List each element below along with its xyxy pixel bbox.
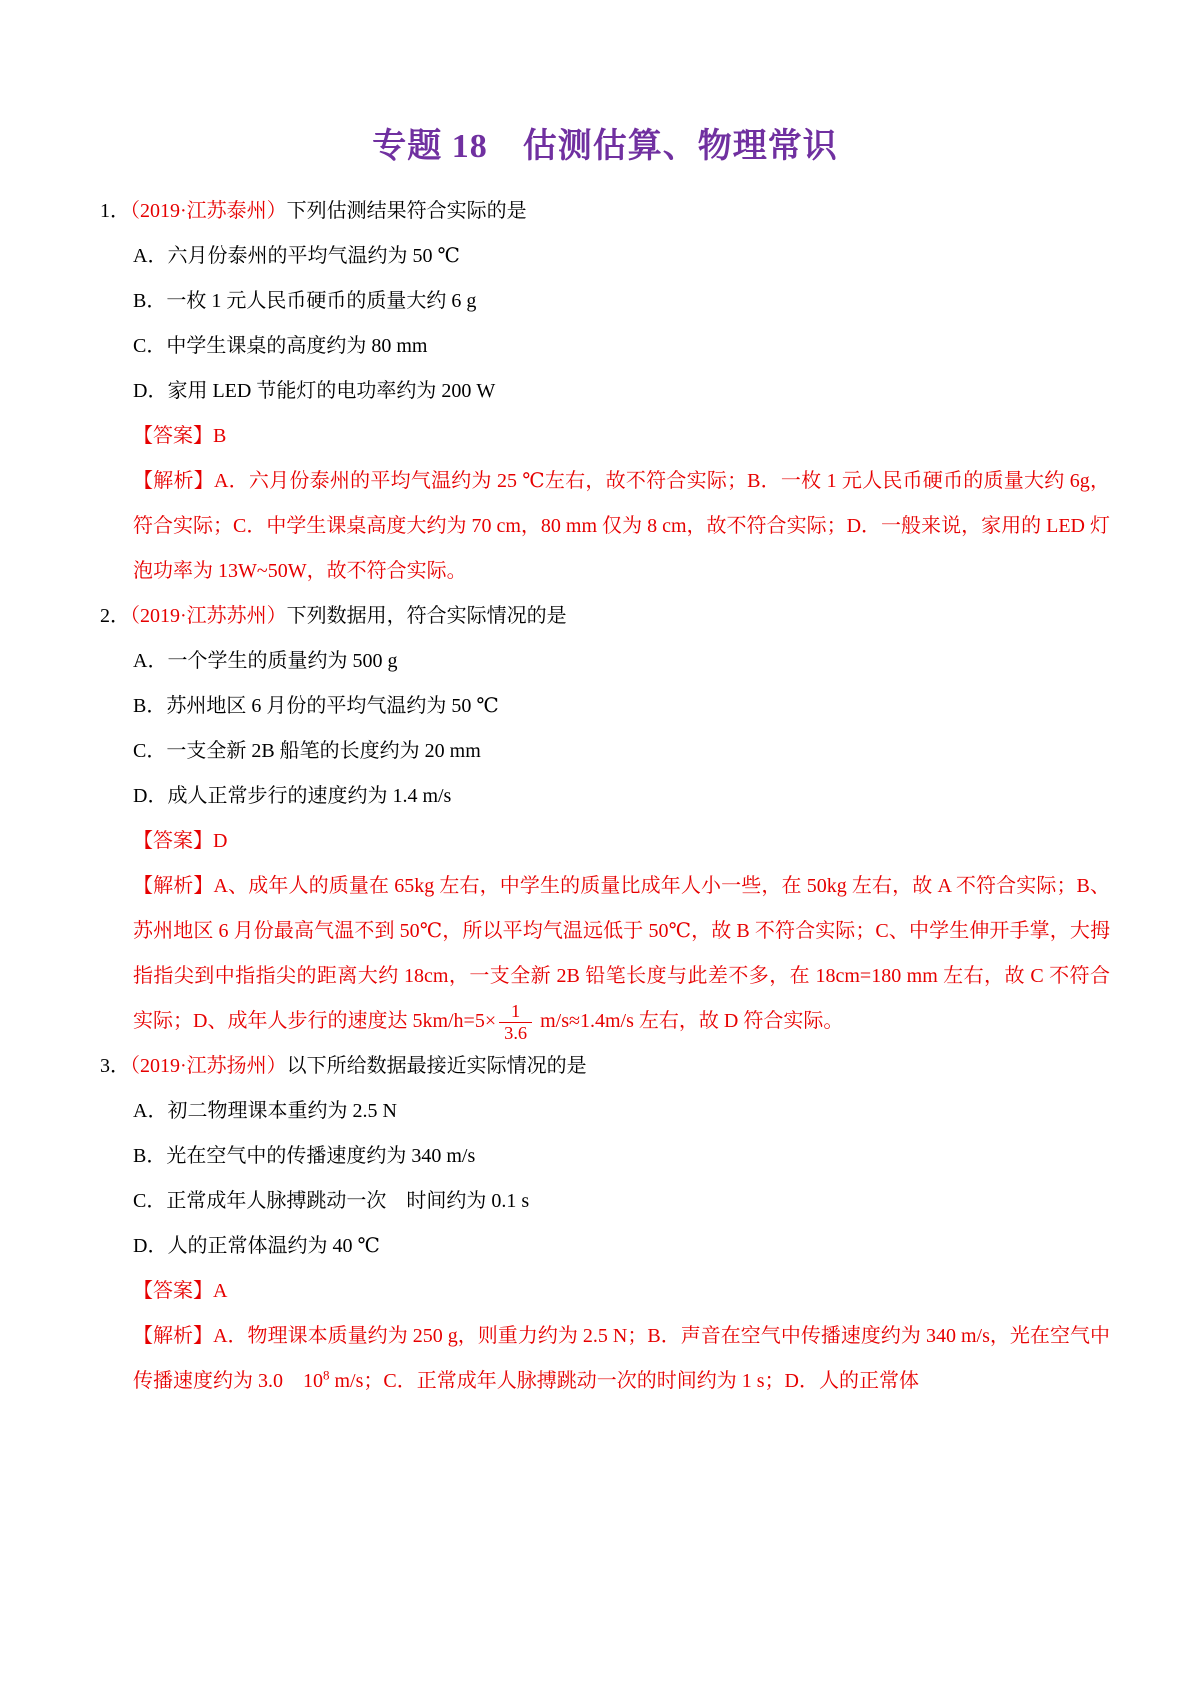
question-3-answer-label: 【答案】 (133, 1280, 213, 1303)
question-2-answer-label: 【答案】 (133, 830, 213, 852)
fraction-numerator: 1 (511, 1000, 521, 1021)
question-1-option-a: A．六月份泰州的平均气温约为 50 ℃ (133, 245, 460, 267)
question-2-analysis-text-after: m/s≈1.4m/s 左右，故 D 符合实际。 (535, 1010, 844, 1032)
page-title: 专题 18 估测估算、物理常识 (372, 128, 838, 165)
question-2-answer-line (100, 819, 1110, 864)
question-2-source: （2019·江苏苏州） (130, 605, 287, 627)
question-2 (100, 594, 1110, 1044)
question-2-analysis (100, 864, 1110, 1044)
question-3-option-a: A．初二物理课本重约为 2.5 N (133, 1100, 397, 1123)
question-3-answer-line (100, 1269, 1110, 1314)
question-3-analysis-label: 【解析】 (133, 1325, 214, 1348)
question-3-analysis-text-after: m/s；C．正常成年人脉搏跳动一次的时间约为 1 s；D．人的正常体 (329, 1370, 919, 1393)
question-1-option-c: C．中学生课桌的高度约为 80 mm (133, 335, 428, 357)
question-3-stem-line (100, 1044, 1110, 1089)
question-1-number: 1． (100, 200, 130, 222)
fraction (499, 1001, 532, 1044)
question-3 (100, 1044, 1110, 1404)
question-3-option-b: B．光在空气中的传播速度约为 340 m/s (133, 1145, 476, 1168)
question-1-analysis (100, 459, 1110, 594)
question-1-option-b: B．一枚 1 元人民币硬币的质量大约 6 g (133, 290, 477, 312)
question-3-analysis-text-before: A．物理课本质量约为 250 g，则重力约为 2.5 N；B．声音在空气中传播速度约为 340 m/s，光在空气中传播速度约为 3.0 10 (133, 1325, 1111, 1393)
question-2-option-a: A．一个学生的质量约为 500 g (133, 650, 398, 672)
question-2-option-d: D．成人正常步行的速度约为 1.4 m/s (133, 785, 452, 807)
question-1-answer-label: 【答案】 (133, 425, 213, 447)
exponent: 8 (323, 1367, 330, 1383)
question-2-stem-text: 下列数据用，符合实际情况的是 (286, 605, 567, 627)
question-1-option-d: D．家用 LED 节能灯的电功率约为 200 W (133, 380, 496, 402)
question-2-number: 2． (100, 605, 130, 627)
fraction-denominator: 3.6 (499, 1022, 532, 1044)
question-1-analysis-text: A．六月份泰州的平均气温约为 25 ℃左右，故不符合实际；B．一枚 1 元人民币硬币的质量大约 6g，符合实际；C．中学生课桌高度大约为 70 cm，80 mm 仅为 8 cm，故不符合实际；D．一般来说，家用的 LED 灯泡功率为 13W~50W，故不符合实际。 (133, 470, 1111, 582)
question-3-analysis (100, 1314, 1110, 1404)
question-2-option-c: C．一支全新 2B 船笔的长度约为 20 mm (133, 740, 481, 762)
question-2-analysis-text-before: A、成年人的质量在 65kg 左右，中学生的质量比成年人小一些，在 50kg 左右，故 A 不符合实际；B、苏州地区 6 月份最高气温不到 50℃，所以平均气温远低于 50℃，故 B 不符合实际；C、中学生伸开手掌，大拇指指尖到中指指尖的距离大约 18cm，一支全新 2B 铅笔长度与此差不多，在 18cm=180 mm 左右，故 C 不符合实际；D、成年人步行的速度达 5km/h=5× (133, 875, 1110, 1032)
question-3-number: 3． (100, 1055, 130, 1078)
question-2-answer-value: D (213, 830, 228, 852)
question-2-stem-line (100, 594, 1110, 639)
question-1-stem-line (100, 189, 1110, 234)
question-3-option-d: D．人的正常体温约为 40 ℃ (133, 1235, 380, 1258)
question-3-option-c: C．正常成年人脉搏跳动一次 时间约为 0.1 s (133, 1190, 530, 1213)
question-1-stem-text: 下列估测结果符合实际的是 (286, 200, 527, 222)
question-1 (100, 189, 1110, 594)
question-2-option-b: B．苏州地区 6 月份的平均气温约为 50 ℃ (133, 695, 499, 717)
question-1-answer-value: B (213, 425, 227, 447)
question-1-answer-line (100, 414, 1110, 459)
question-1-source: （2019·江苏泰州） (130, 200, 287, 222)
question-3-answer-value: A (213, 1280, 228, 1303)
question-2-analysis-label: 【解析】 (133, 875, 214, 897)
question-1-analysis-label: 【解析】 (133, 470, 214, 492)
question-3-source: （2019·江苏扬州） (130, 1055, 287, 1078)
question-3-stem-text: 以下所给数据最接近实际情况的是 (286, 1055, 587, 1078)
